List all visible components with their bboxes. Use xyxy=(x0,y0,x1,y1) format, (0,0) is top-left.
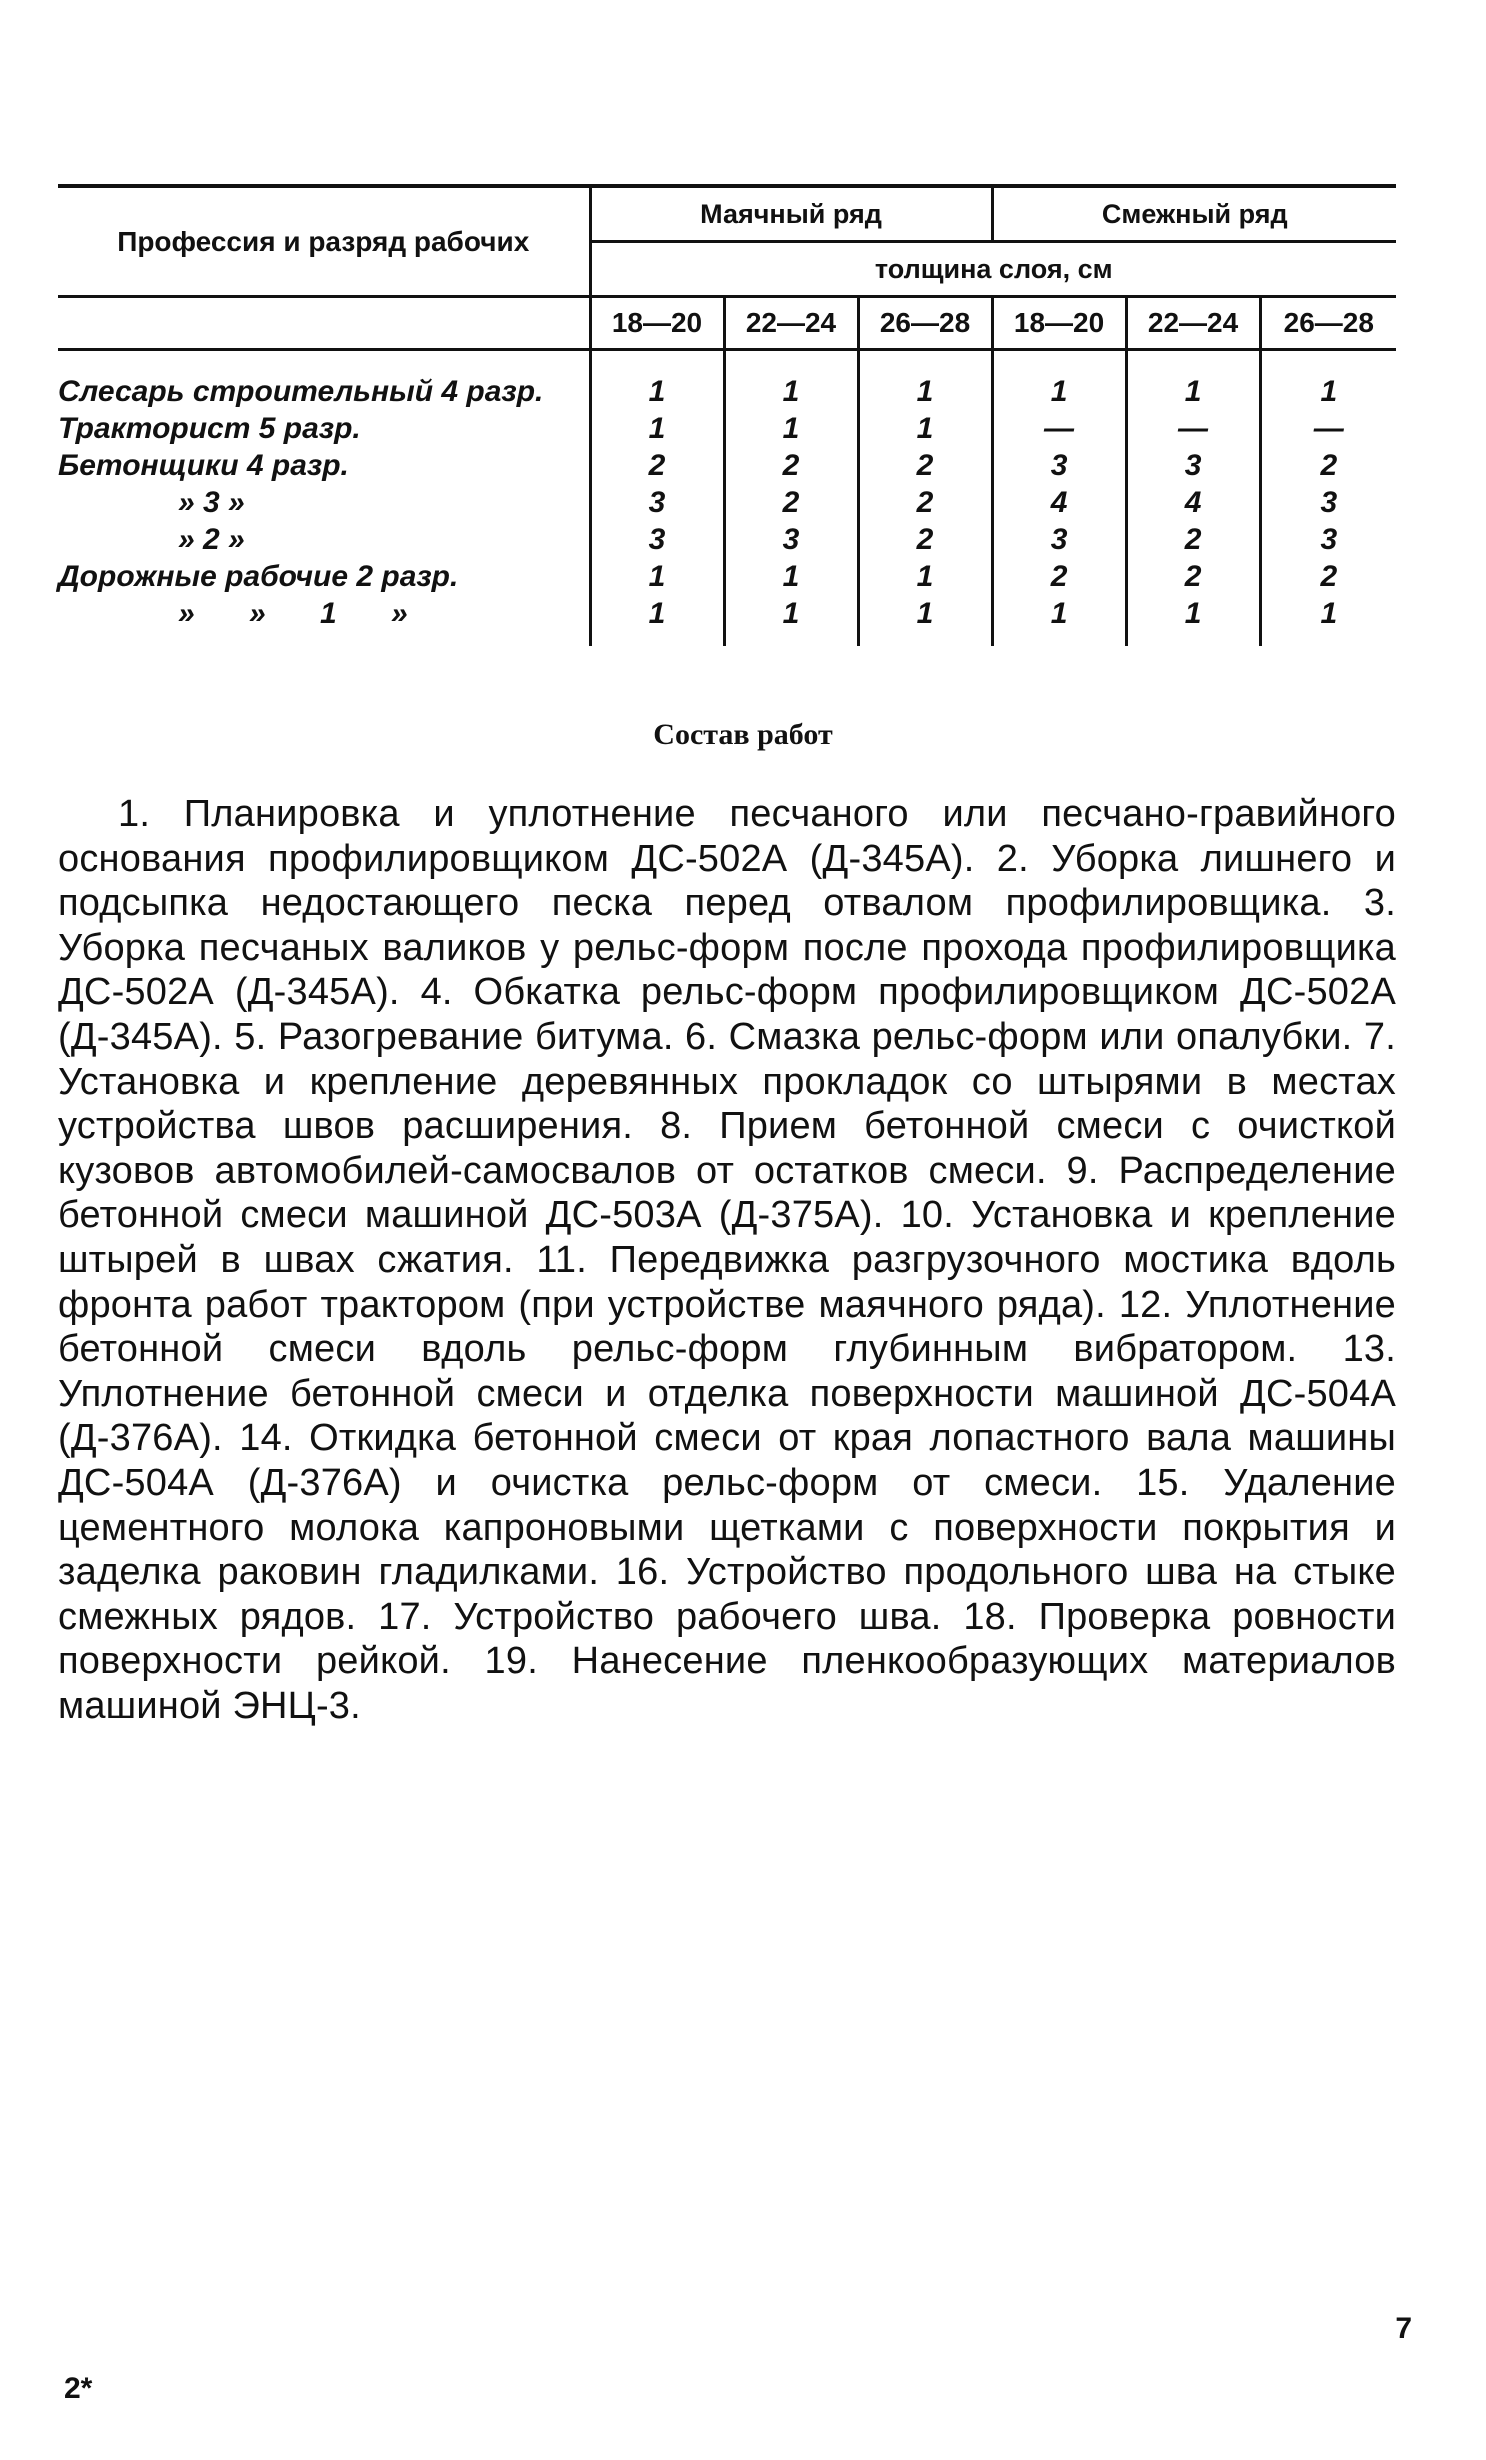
thickness-col-header: 22—24 xyxy=(724,297,858,350)
worker-count: 2 xyxy=(1126,558,1260,595)
worker-count: 2 xyxy=(858,521,992,558)
worker-count: 1 xyxy=(724,373,858,410)
table-row xyxy=(58,558,1396,595)
worker-count: 2 xyxy=(724,447,858,484)
worker-count: 1 xyxy=(590,558,724,595)
worker-count: — xyxy=(992,410,1126,447)
worker-count: 3 xyxy=(1126,447,1260,484)
worker-count: 3 xyxy=(724,521,858,558)
worker-count: 1 xyxy=(590,595,724,646)
worker-count: 1 xyxy=(724,558,858,595)
worker-count: 2 xyxy=(992,558,1126,595)
worker-count: 3 xyxy=(992,521,1126,558)
worker-count: 3 xyxy=(590,484,724,521)
worker-count: 3 xyxy=(1260,521,1396,558)
worker-count: 3 xyxy=(590,521,724,558)
worker-count: 2 xyxy=(858,484,992,521)
work-composition-text: 1. Планировка и уплотнение песчаного или песчано-гравийного основания профилировщиком ДС-502А (Д-345А). 2. Уборка лишнего и подсыпка недостающего песка перед отвалом профилировщика. 3. Уборка песчаных валиков у рельс-форм после прохода профилировщика ДС-502А (Д-345А). 4. Обкатка рельс-форм профилировщиком ДС-502А (Д-345А). 5. Разогревание битума. 6. Смазка рельс-форм или опалубки. 7. Установка и крепление деревянных прокладок со штырями в местах устройства швов расширения. 8. Прием бетонной смеси с очисткой кузовов автомобилей-самосвалов от остатков смеси. 9. Распределение бетонной смеси машиной ДС-503А (Д-375А). 10. Установка и крепление штырей в швах сжатия. 11. Передвижка разгрузочного мостика вдоль фронта работ трактором (при устройстве маячного ряда). 12. Уплотнение бетонной смеси вдоль рельс-форм глубинным вибратором. 13. Уплотнение бетонной смеси и отделка поверхности машиной ДС-504А (Д-376А). 14. Откидка бетонной смеси от края лопастного вала машины ДС-504А (Д-376А) и очистка рельс-форм от смеси. 15. Удаление цементного молока капроновыми щетками с поверхности покрытия и заделка раковин гладилками. 16. Устройство продольного шва на стыке смежных рядов. 17. Устройство рабочего шва. 18. Проверка ровности поверхности рейкой. 19. Нанесение пленкообразующих материалов машиной ЭНЦ-3. xyxy=(58,793,1396,1727)
profession-name: » 3 » xyxy=(178,486,245,519)
worker-count: 2 xyxy=(724,484,858,521)
thickness-col-header: 18—20 xyxy=(992,297,1126,350)
table-row xyxy=(58,595,1396,646)
worker-count: 1 xyxy=(1260,373,1396,410)
table-row xyxy=(58,484,1396,521)
worker-count: 1 xyxy=(724,595,858,646)
profession-name: Дорожные рабочие 2 разр. xyxy=(58,560,459,593)
worker-count: 3 xyxy=(992,447,1126,484)
profession-name: Бетонщики 4 разр. xyxy=(58,449,349,482)
worker-count: 3 xyxy=(1260,484,1396,521)
thickness-col-header: 26—28 xyxy=(1260,297,1396,350)
worker-count: 1 xyxy=(590,410,724,447)
thickness-header: толщина слоя, см xyxy=(590,242,1396,297)
section-title: Состав работ xyxy=(653,718,833,751)
worker-count: 2 xyxy=(590,447,724,484)
worker-count: — xyxy=(1260,410,1396,447)
thickness-col-header: 18—20 xyxy=(590,297,724,350)
worker-count: 1 xyxy=(858,558,992,595)
worker-count: 1 xyxy=(590,373,724,410)
worker-count: 4 xyxy=(1126,484,1260,521)
profession-name: » » 1 » xyxy=(178,597,408,630)
worker-count: 1 xyxy=(992,595,1126,646)
adjacent-row-header: Смежный ряд xyxy=(992,186,1396,242)
signature-mark: 2* xyxy=(64,2372,93,2405)
profession-column-header: Профессия и разряд рабочих xyxy=(58,186,590,297)
profession-header-spacer xyxy=(58,297,590,350)
worker-count: — xyxy=(1126,410,1260,447)
worker-count: 1 xyxy=(724,410,858,447)
worker-count: 2 xyxy=(1260,447,1396,484)
profession-name: Слесарь строительный 4 разр. xyxy=(58,375,544,408)
thickness-col-header: 26—28 xyxy=(858,297,992,350)
worker-count: 2 xyxy=(1126,521,1260,558)
worker-count: 2 xyxy=(1260,558,1396,595)
worker-count: 1 xyxy=(858,595,992,646)
worker-count: 2 xyxy=(858,447,992,484)
page-number: 7 xyxy=(1395,2312,1412,2345)
worker-count: 1 xyxy=(1126,595,1260,646)
table-row xyxy=(58,410,1396,447)
thickness-col-header: 22—24 xyxy=(1126,297,1260,350)
worker-count: 1 xyxy=(858,373,992,410)
table-row xyxy=(58,447,1396,484)
worker-count: 4 xyxy=(992,484,1126,521)
table-row xyxy=(58,373,1396,410)
worker-count: 1 xyxy=(858,410,992,447)
lighthouse-row-header: Маячный ряд xyxy=(590,186,992,242)
profession-name: Тракторист 5 разр. xyxy=(58,412,361,445)
worker-count: 1 xyxy=(992,373,1126,410)
profession-name: » 2 » xyxy=(178,523,245,556)
worker-count: 1 xyxy=(1126,373,1260,410)
table-row xyxy=(58,521,1396,558)
worker-count: 1 xyxy=(1260,595,1396,646)
crew-composition-table xyxy=(58,184,1396,646)
